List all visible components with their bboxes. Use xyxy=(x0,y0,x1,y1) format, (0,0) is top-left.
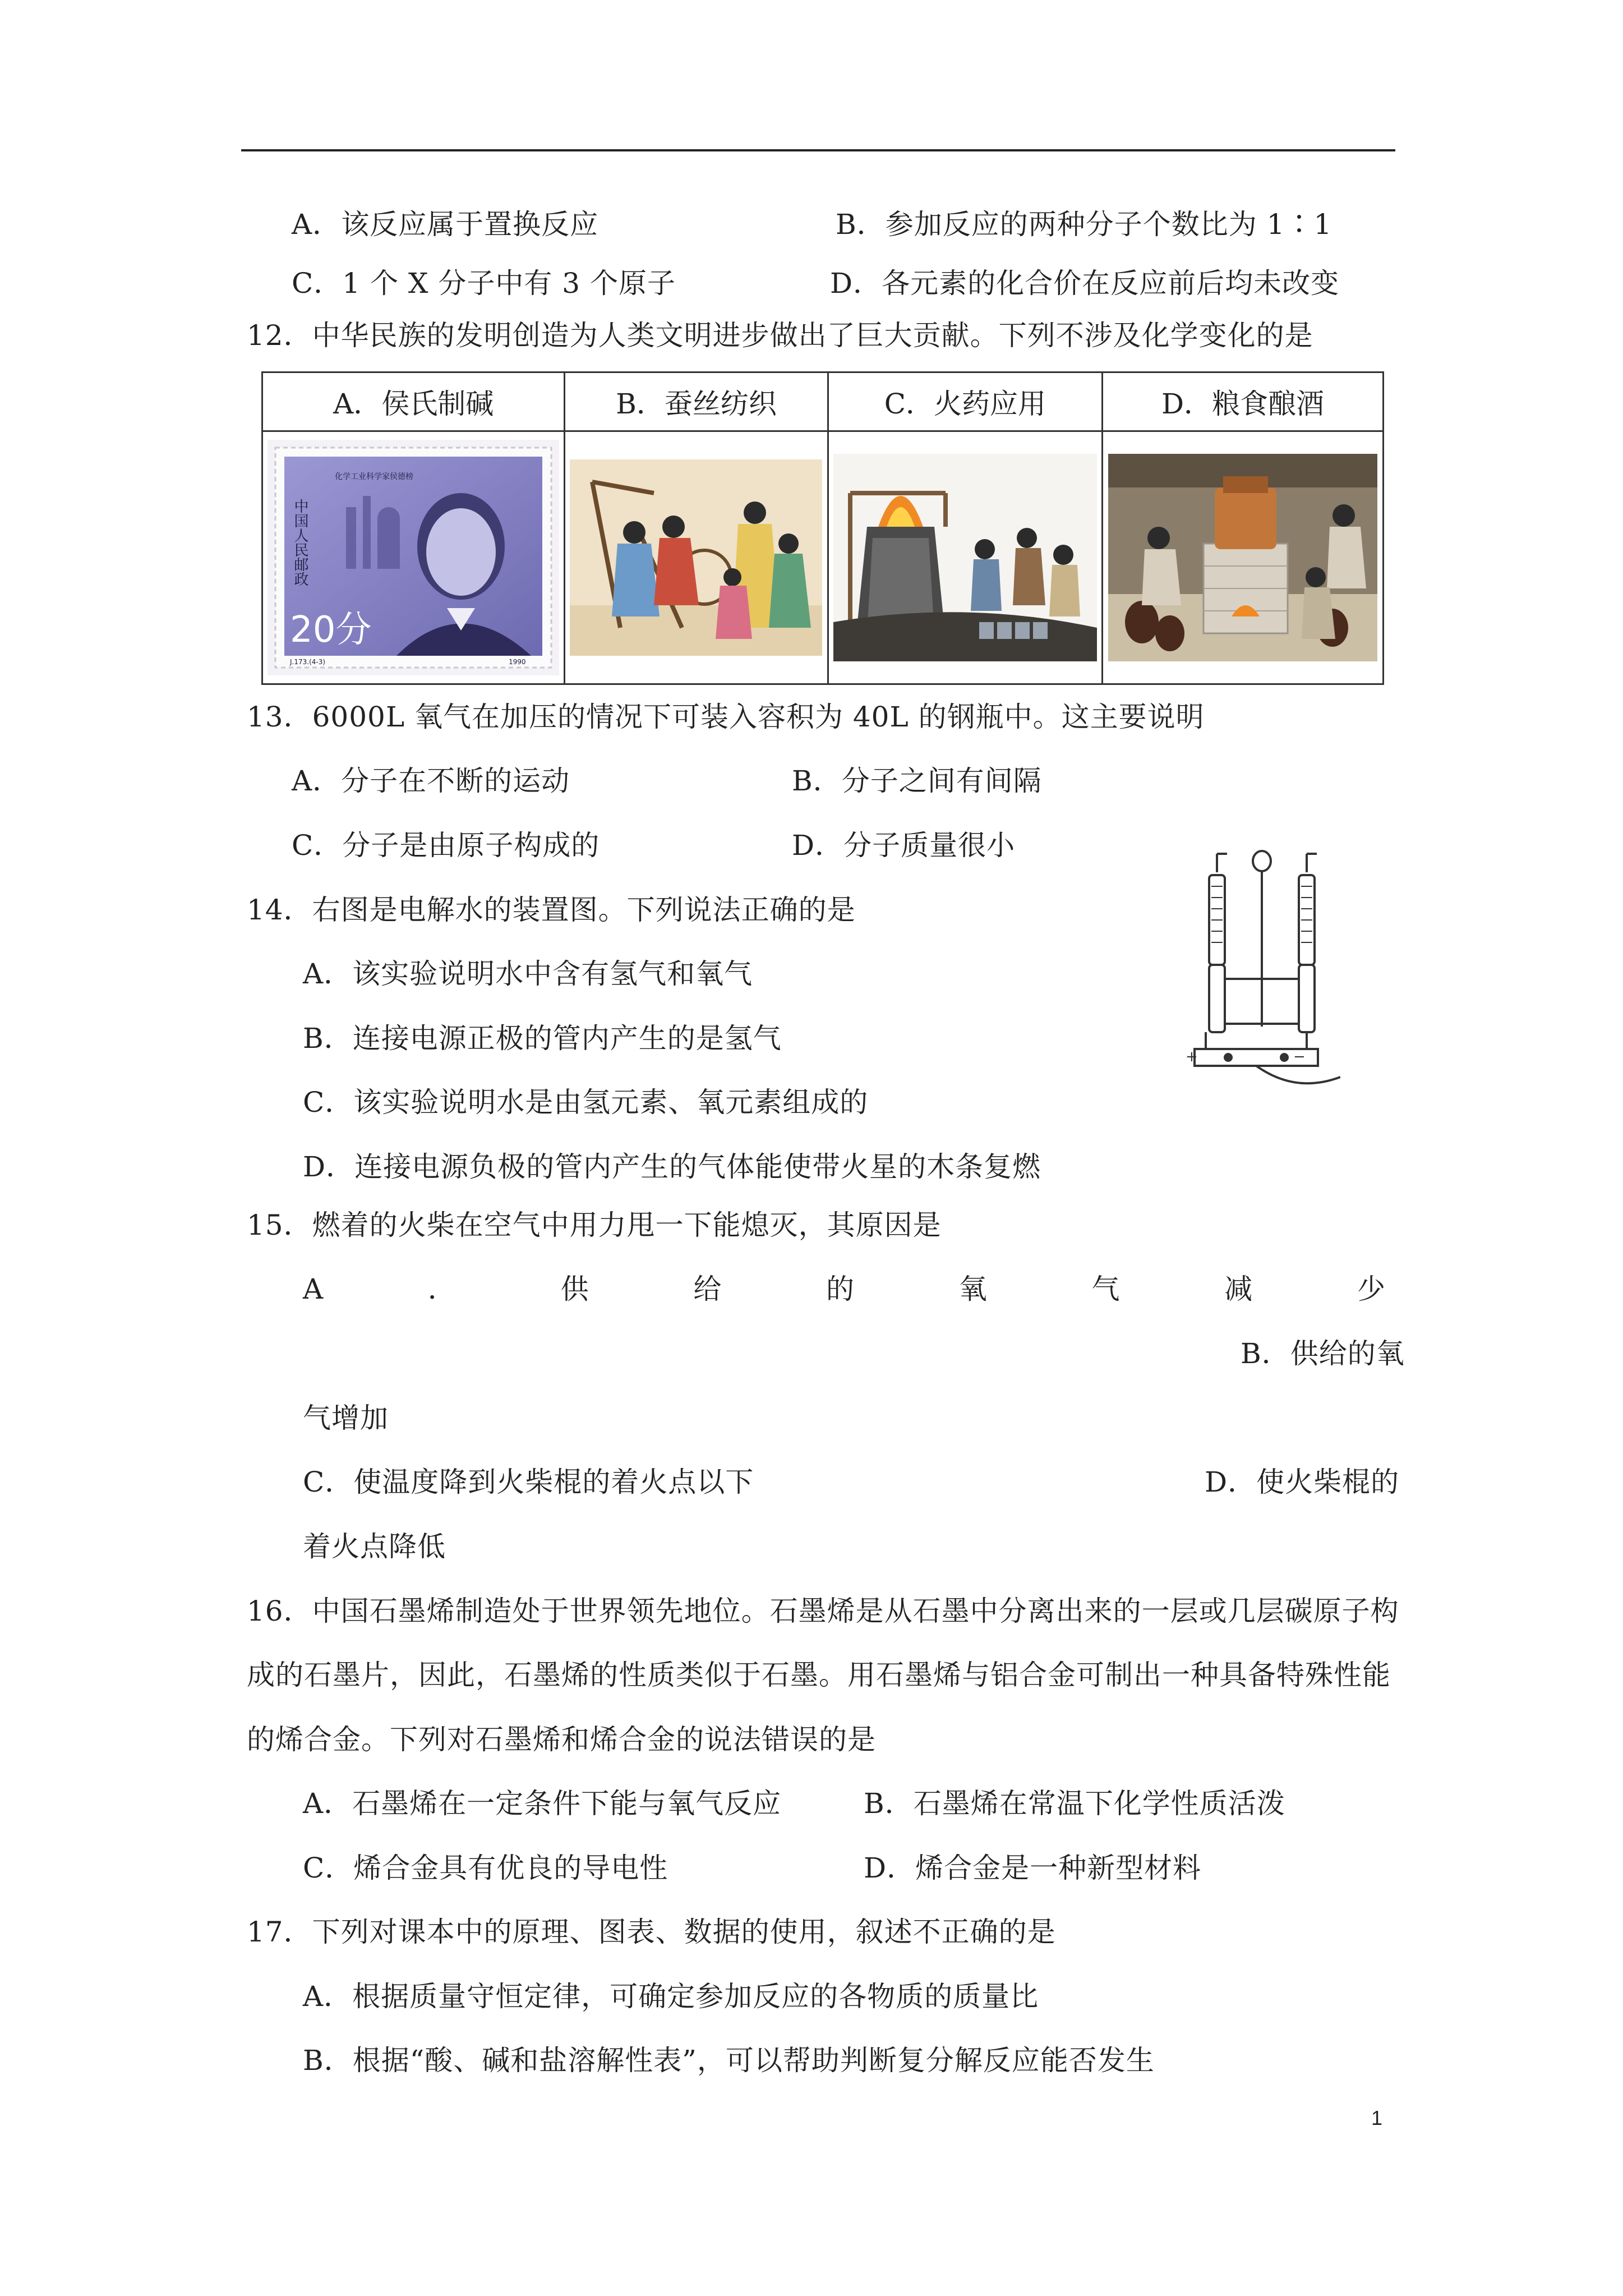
q16-stem-line1: 16．中国石墨烯制造处于世界领先地位。石墨烯是从石墨中分离出来的一层或几层碳原子构 xyxy=(247,1595,1399,1627)
q11-option-a: A．该反应属于置换反应 xyxy=(292,208,599,241)
q15-option-a-spread xyxy=(303,1272,1385,1306)
q16-stem-line3: 的烯合金。下列对石墨烯和烯合金的说法错误的是 xyxy=(247,1723,876,1756)
q17-option-a: A．根据质量守恒定律，可确定参加反应的各物质的质量比 xyxy=(303,1980,1039,2013)
negative-terminal-label: − xyxy=(1293,1048,1306,1065)
q15-option-a-char: ． xyxy=(427,1273,456,1305)
q14-option-a: A．该实验说明水中含有氢气和氧气 xyxy=(303,958,753,990)
silk-weaving-illustration xyxy=(570,459,822,656)
q17-option-b: B．根据“酸、碱和盐溶解性表”，可以帮助判断复分解反应能否发生 xyxy=(303,2044,1155,2077)
stamp-code-text: J.173.(4-3) xyxy=(290,658,326,666)
q15-option-d-start: D．使火柴棍的 xyxy=(1205,1466,1400,1498)
stamp-country-text: 中国人民邮政 xyxy=(292,499,309,586)
q14-option-d: D．连接电源负极的管内产生的气体能使带火星的木条复燃 xyxy=(303,1151,1041,1183)
q16-option-d: D．烯合金是一种新型材料 xyxy=(864,1852,1202,1884)
q15-option-b-start: B．供给的氧 xyxy=(1241,1337,1405,1370)
q15-option-a-char: 减 xyxy=(1224,1273,1253,1305)
q11-option-c: C．1 个 X 分子中有 3 个原子 xyxy=(292,267,676,300)
hou-debang-stamp-image xyxy=(268,440,559,675)
positive-terminal-label: + xyxy=(1186,1048,1198,1065)
q15-option-a-char: 供 xyxy=(560,1273,589,1305)
q16-stem-line2: 成的石墨片，因此，石墨烯的性质类似于石墨。用石墨烯与铝合金可制出一种具备特殊性能 xyxy=(247,1659,1391,1691)
q13-option-c: C．分子是由原子构成的 xyxy=(292,829,600,862)
inventions-table xyxy=(261,371,1384,685)
q17-stem: 17．下列对课本中的原理、图表、数据的使用，叙述不正确的是 xyxy=(247,1916,1056,1948)
q14-option-b: B．连接电源正极的管内产生的是氢气 xyxy=(303,1022,782,1055)
wine-brewing-illustration xyxy=(1108,454,1377,661)
stamp-caption-text: 化学工业科学家侯德榜 xyxy=(335,472,414,481)
gunpowder-image-cell xyxy=(828,431,1102,684)
q15-option-a-char: 少 xyxy=(1357,1273,1385,1305)
electrolysis-apparatus-diagram xyxy=(1183,841,1340,1111)
brewing-image-cell xyxy=(1102,431,1383,684)
stamp-year-text: 1990 xyxy=(509,658,526,666)
q15-option-a-char: 氧 xyxy=(958,1273,987,1305)
header-rule xyxy=(241,149,1395,151)
q15-option-c: C．使温度降到火柴棍的着火点以下 xyxy=(303,1466,754,1498)
option-d-label: D．粮食酿酒 xyxy=(1102,372,1383,431)
option-c-label: C．火药应用 xyxy=(828,372,1102,431)
option-a-label: A．侯氏制碱 xyxy=(262,372,565,431)
page-number: 1 xyxy=(1371,2106,1383,2129)
q16-option-a: A．石墨烯在一定条件下能与氧气反应 xyxy=(303,1787,782,1820)
q16-option-b: B．石墨烯在常温下化学性质活泼 xyxy=(864,1787,1285,1820)
option-b-label: B．蚕丝纺织 xyxy=(565,372,828,431)
q15-option-a-char: 气 xyxy=(1091,1273,1120,1305)
q14-stem: 14．右图是电解水的装置图。下列说法正确的是 xyxy=(247,894,856,926)
q14-option-c: C．该实验说明水是由氢元素、氧元素组成的 xyxy=(303,1086,869,1119)
stamp-value-text: 20分 xyxy=(290,609,372,651)
q11-option-d: D．各元素的化合价在反应前后均未改变 xyxy=(830,267,1340,300)
q15-option-a-char: A xyxy=(303,1273,324,1305)
q15-option-b-end: 气增加 xyxy=(303,1402,389,1434)
q15-stem: 15．燃着的火柴在空气中用力甩一下能熄灭，其原因是 xyxy=(247,1209,942,1241)
q15-option-d-end: 着火点降低 xyxy=(303,1530,446,1563)
q13-option-a: A．分子在不断的运动 xyxy=(292,765,570,797)
q13-option-b: B．分子之间有间隔 xyxy=(792,765,1042,797)
q16-option-c: C．烯合金具有优良的导电性 xyxy=(303,1852,668,1884)
q13-option-d: D．分子质量很小 xyxy=(792,829,1016,862)
q12-stem: 12．中华民族的发明创造为人类文明进步做出了巨大贡献。下列不涉及化学变化的是 xyxy=(247,319,1313,352)
stamp-image-cell xyxy=(262,431,565,684)
silk-image-cell xyxy=(565,431,828,684)
q11-option-b: B．参加反应的两种分子个数比为 1∶1 xyxy=(836,208,1332,241)
gunpowder-illustration xyxy=(833,454,1097,661)
q15-option-a-char: 给 xyxy=(693,1273,722,1305)
q15-option-a-char: 的 xyxy=(826,1273,855,1305)
q13-stem: 13．6000L 氧气在加压的情况下可装入容积为 40L 的钢瓶中。这主要说明 xyxy=(247,701,1205,733)
